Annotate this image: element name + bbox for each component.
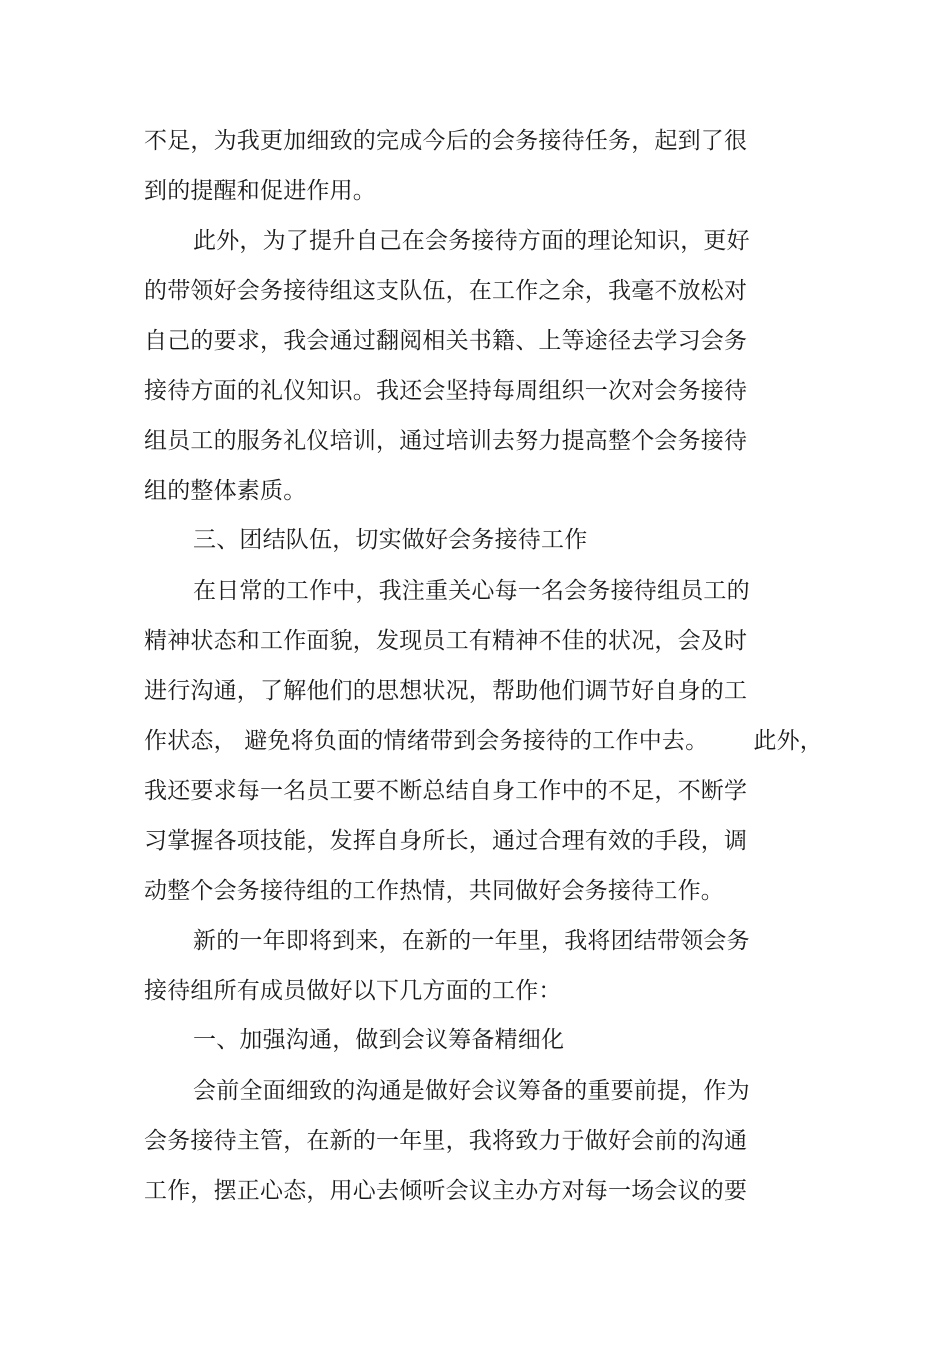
text-line: 不足，为我更加细致的完成今后的会务接待任务，起到了很 xyxy=(144,128,748,154)
text-line: 会务接待主管，在新的一年里，我将致力于做好会前的沟通 xyxy=(144,1128,748,1154)
text-line: 在日常的工作中，我注重关心每一名会务接待组员工的 xyxy=(193,578,750,604)
section-heading: 三、团结队伍，切实做好会务接待工作 xyxy=(193,527,588,553)
section-heading: 一、加强沟通，做到会议筹备精细化 xyxy=(193,1027,565,1053)
text-line: 组的整体素质。 xyxy=(144,478,307,504)
text-line: 进行沟通，了解他们的思想状况，帮助他们调节好自身的工 xyxy=(144,678,748,704)
text-line: 此外，为了提升自己在会务接待方面的理论知识，更好 xyxy=(193,228,750,254)
text-line: 到的提醒和促进作用。 xyxy=(144,178,376,204)
text-line: 动整个会务接待组的工作热情，共同做好会务接待工作。 xyxy=(144,878,724,904)
text-line: 精神状态和工作面貌，发现员工有精神不佳的状况，会及时 xyxy=(144,628,748,654)
text-line: 工作，摆正心态，用心去倾听会议主办方对每一场会议的要 xyxy=(144,1178,748,1204)
text-line: 自己的要求，我会通过翻阅相关书籍、上等途径去学习会务 xyxy=(144,328,748,354)
text-line: 我还要求每一名员工要不断总结自身工作中的不足，不断学 xyxy=(144,778,748,804)
text-line: 组员工的服务礼仪培训，通过培训去努力提高整个会务接待 xyxy=(144,428,748,454)
text-line: 接待方面的礼仪知识。我还会坚持每周组织一次对会务接待 xyxy=(144,378,748,404)
text-line: 习掌握各项技能，发挥自身所长，通过合理有效的手段，调 xyxy=(144,828,748,854)
text-line: 新的一年即将到来，在新的一年里，我将团结带领会务 xyxy=(193,928,750,954)
text-line: 接待组所有成员做好以下几方面的工作： xyxy=(144,978,562,1004)
text-line: 的带领好会务接待组这支队伍，在工作之余，我毫不放松对 xyxy=(144,278,748,304)
text-line: 作状态， 避免将负面的情绪带到会务接待的工作中去。 此外， xyxy=(144,728,823,754)
text-line: 会前全面细致的沟通是做好会议筹备的重要前提，作为 xyxy=(193,1078,750,1104)
